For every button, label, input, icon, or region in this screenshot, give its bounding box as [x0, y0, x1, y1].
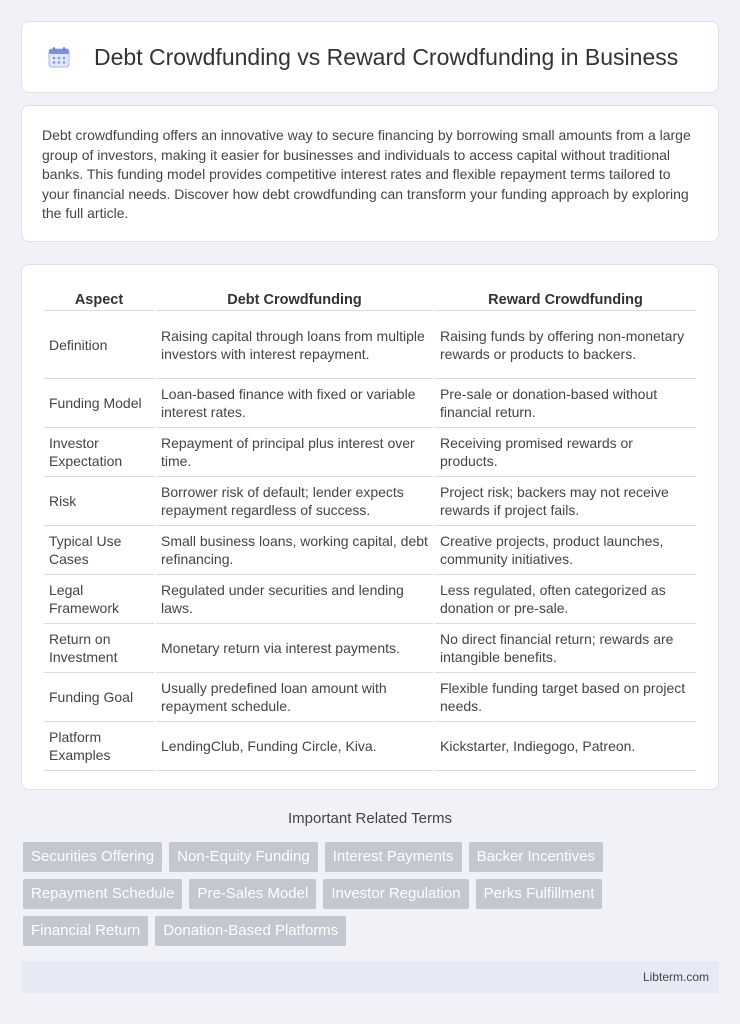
- table-cell: Investor Expectation: [44, 428, 154, 477]
- table-cell: Receiving promised rewards or products.: [435, 428, 696, 477]
- table-cell: Flexible funding target based on project needs.: [435, 673, 696, 722]
- footer-site-link[interactable]: Libterm.com: [642, 970, 709, 984]
- table-row: [44, 379, 696, 428]
- table-header-row: [44, 285, 696, 311]
- tag-investor-regulation[interactable]: Investor Regulation: [323, 879, 468, 909]
- table-cell: Funding Model: [44, 379, 154, 428]
- related-terms-heading: Important Related Terms: [288, 810, 452, 827]
- table-cell: Typical Use Cases: [44, 526, 154, 575]
- table-cell: Definition: [44, 311, 154, 379]
- footer: [21, 961, 719, 993]
- table-cell: Funding Goal: [44, 673, 154, 722]
- table-cell: Small business loans, working capital, debt refinancing.: [156, 526, 433, 575]
- table-cell: Less regulated, often categorized as donation or pre-sale.: [435, 575, 696, 624]
- table-row: [44, 311, 696, 379]
- table-cell: Borrower risk of default; lender expects repayment regardless of success.: [156, 477, 433, 526]
- table-cell: Regulated under securities and lending laws.: [156, 575, 433, 624]
- table-cell: Repayment of principal plus interest over time.: [156, 428, 433, 477]
- tag-donation-based-platforms[interactable]: Donation-Based Platforms: [155, 916, 346, 946]
- table-cell: Legal Framework: [44, 575, 154, 624]
- related-terms-tags: [23, 842, 723, 953]
- table-row: [44, 624, 696, 673]
- table-cell: No direct financial return; rewards are intangible benefits.: [435, 624, 696, 673]
- table-row: [44, 526, 696, 575]
- table-cell: Monetary return via interest payments.: [156, 624, 433, 673]
- tag-interest-payments[interactable]: Interest Payments: [325, 842, 462, 872]
- table-cell: Raising capital through loans from multiple investors with interest repayment.: [156, 311, 433, 379]
- table-cell: Creative projects, product launches, community initiatives.: [435, 526, 696, 575]
- header-aspect: Aspect: [44, 285, 154, 311]
- table-cell: Platform Examples: [44, 722, 154, 771]
- table-row: [44, 575, 696, 624]
- table-cell: Raising funds by offering non-monetary rewards or products to backers.: [435, 311, 696, 379]
- header-reward: Reward Crowdfunding: [435, 285, 696, 311]
- title-card: [21, 21, 719, 93]
- tag-securities-offering[interactable]: Securities Offering: [23, 842, 162, 872]
- table-cell: Return on Investment: [44, 624, 154, 673]
- tag-repayment-schedule[interactable]: Repayment Schedule: [23, 879, 182, 909]
- table-cell: Project risk; backers may not receive rewards if project fails.: [435, 477, 696, 526]
- header-debt: Debt Crowdfunding: [156, 285, 433, 311]
- intro-card: [21, 105, 719, 242]
- table-row: [44, 477, 696, 526]
- page-title: Debt Crowdfunding vs Reward Crowdfunding in Business: [94, 43, 679, 70]
- table-cell: Kickstarter, Indiegogo, Patreon.: [435, 722, 696, 771]
- table-cell: Loan-based finance with fixed or variable interest rates.: [156, 379, 433, 428]
- tag-non-equity-funding[interactable]: Non-Equity Funding: [169, 842, 318, 872]
- tag-pre-sales-model[interactable]: Pre-Sales Model: [189, 879, 316, 909]
- tag-financial-return[interactable]: Financial Return: [23, 916, 148, 946]
- table-cell: LendingClub, Funding Circle, Kiva.: [156, 722, 433, 771]
- table-cell: Risk: [44, 477, 154, 526]
- table-cell: Pre-sale or donation-based without financial return.: [435, 379, 696, 428]
- table-cell: Usually predefined loan amount with repayment schedule.: [156, 673, 433, 722]
- table-row: [44, 722, 696, 771]
- comparison-card: [21, 264, 719, 790]
- intro-paragraph: Debt crowdfunding offers an innovative way to secure financing by borrowing small amounts from a large group of investors, making it easier for businesses and individuals to access capital without traditional banks. This funding model provides competitive interest rates and flexible repayment terms tailored to your financial needs. Discover how debt crowdfunding can transform your funding approach by exploring the full article.: [42, 127, 691, 221]
- tag-perks-fulfillment[interactable]: Perks Fulfillment: [476, 879, 603, 909]
- table-row: [44, 673, 696, 722]
- calendar-icon: [46, 44, 72, 70]
- table-row: [44, 428, 696, 477]
- tag-backer-incentives[interactable]: Backer Incentives: [469, 842, 603, 872]
- comparison-table: [42, 285, 698, 771]
